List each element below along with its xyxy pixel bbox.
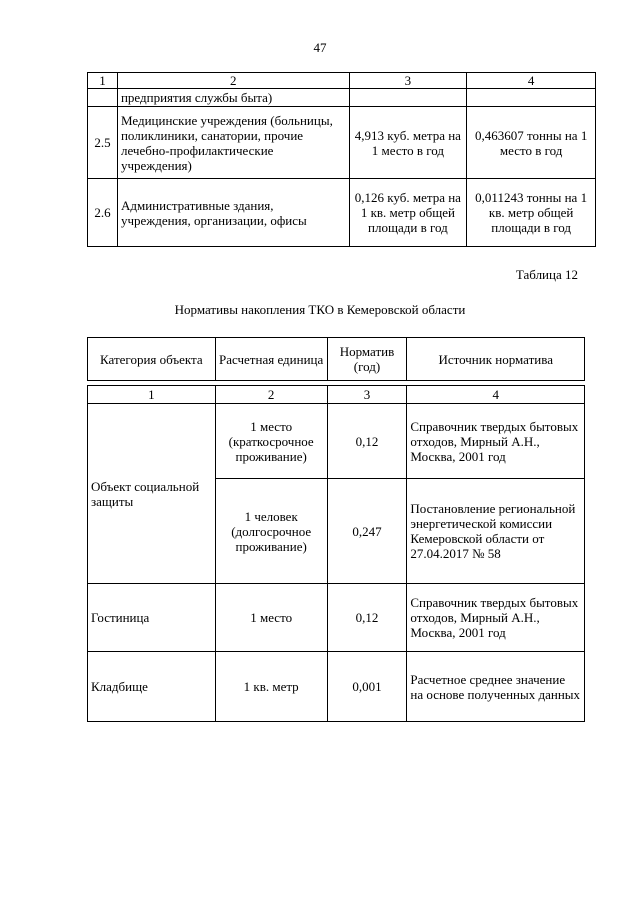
source-cell: Расчетное среднее значение на основе полученных данных bbox=[407, 652, 585, 722]
unit-cell: 1 место (краткосрочное проживание) bbox=[215, 404, 327, 479]
row-number: 2.5 bbox=[88, 107, 118, 179]
header-source: Источник норматива bbox=[407, 338, 585, 381]
header-cell: 4 bbox=[467, 73, 596, 89]
table-main-header bbox=[87, 337, 585, 381]
unit-cell: 1 место bbox=[215, 584, 327, 652]
category-cell: Гостиница bbox=[88, 584, 216, 652]
row-name: предприятия службы быта) bbox=[117, 89, 349, 107]
row-mass: 0,463607 тонны на 1 место в год bbox=[467, 107, 596, 179]
numbering-cell: 2 bbox=[215, 386, 327, 404]
norm-cell: 0,001 bbox=[327, 652, 407, 722]
table-row bbox=[88, 179, 596, 247]
row-name: Административные здания, учреждения, организации, офисы bbox=[117, 179, 349, 247]
category-cell: Объект социальной защиты bbox=[88, 404, 216, 584]
table-row bbox=[88, 404, 585, 479]
header-cell: 3 bbox=[349, 73, 467, 89]
row-volume: 4,913 куб. метра на 1 место в год bbox=[349, 107, 467, 179]
table-header-row bbox=[88, 73, 596, 89]
row-mass: 0,011243 тонны на 1 кв. метр общей площади в год bbox=[467, 179, 596, 247]
table-header-row bbox=[88, 338, 585, 381]
table-numbering-row bbox=[88, 386, 585, 404]
header-cell: 2 bbox=[117, 73, 349, 89]
table-row bbox=[88, 107, 596, 179]
numbering-cell: 3 bbox=[327, 386, 407, 404]
row-number bbox=[88, 89, 118, 107]
norm-cell: 0,12 bbox=[327, 404, 407, 479]
source-cell: Справочник твердых бытовых отходов, Мирный А.Н., Москва, 2001 год bbox=[407, 584, 585, 652]
unit-cell: 1 человек (долгосрочное проживание) bbox=[215, 479, 327, 584]
header-category: Категория объекта bbox=[88, 338, 216, 381]
table-top bbox=[87, 72, 596, 247]
table-row bbox=[88, 89, 596, 107]
numbering-cell: 1 bbox=[88, 386, 216, 404]
table-title: Нормативы накопления ТКО в Кемеровской области bbox=[174, 302, 466, 317]
table-caption: Таблица 12 bbox=[515, 267, 578, 282]
source-cell: Справочник твердых бытовых отходов, Мирный А.Н., Москва, 2001 год bbox=[407, 404, 585, 479]
header-unit: Расчетная единица bbox=[215, 338, 327, 381]
unit-cell: 1 кв. метр bbox=[215, 652, 327, 722]
row-name: Медицинские учреждения (больницы, поликлиники, санатории, прочие лечебно-профилактические учреждения) bbox=[117, 107, 349, 179]
source-cell: Постановление региональной энергетической комиссии Кемеровской области от 27.04.2017 № 58 bbox=[407, 479, 585, 584]
row-mass bbox=[467, 89, 596, 107]
header-cell: 1 bbox=[88, 73, 118, 89]
norm-cell: 0,12 bbox=[327, 584, 407, 652]
table-main bbox=[87, 385, 585, 722]
row-volume bbox=[349, 89, 467, 107]
page-number: 47 bbox=[313, 40, 327, 55]
category-cell: Кладбище bbox=[88, 652, 216, 722]
header-norm: Норматив (год) bbox=[327, 338, 407, 381]
table-row bbox=[88, 584, 585, 652]
row-number: 2.6 bbox=[88, 179, 118, 247]
norm-cell: 0,247 bbox=[327, 479, 407, 584]
table-row bbox=[88, 652, 585, 722]
numbering-cell: 4 bbox=[407, 386, 585, 404]
row-volume: 0,126 куб. метра на 1 кв. метр общей площади в год bbox=[349, 179, 467, 247]
